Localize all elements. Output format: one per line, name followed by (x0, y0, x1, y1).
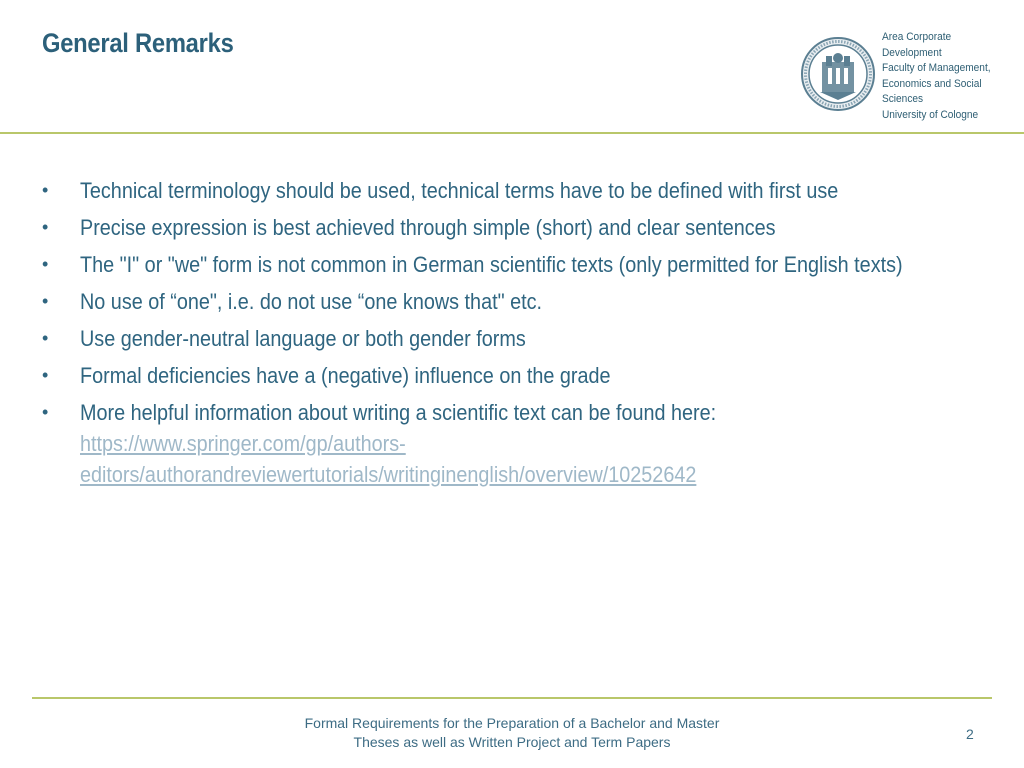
bullet-icon: • (42, 328, 49, 348)
list-item (40, 360, 1000, 391)
page-number: 2 (966, 726, 974, 742)
bullet-icon: • (42, 365, 49, 385)
springer-link-line-2[interactable]: editors/authorandreviewertutorials/writinginenglish/overview/10252642 (80, 462, 697, 487)
slide-title: General Remarks (42, 28, 234, 58)
bullet-text: Technical terminology should be used, technical terms have to be defined with first use (80, 178, 839, 203)
list-item (40, 286, 1000, 317)
bullet-text: Formal deficiencies have a (negative) influence on the grade (80, 363, 611, 388)
bullet-text: More helpful information about writing a scientific text can be found here: (80, 400, 717, 425)
bullet-text: Use gender-neutral language or both gender forms (80, 326, 526, 351)
bullet-icon: • (42, 217, 49, 237)
bullet-icon: • (42, 180, 49, 200)
bullet-text: No use of “one", i.e. do not use “one knows that" etc. (80, 289, 543, 314)
list-item (40, 249, 1000, 280)
list-item (40, 212, 1000, 243)
footer-line: Theses as well as Written Project and Term Papers (353, 734, 671, 750)
bullet-icon: • (42, 291, 49, 311)
springer-link-line-1[interactable]: https://www.springer.com/gp/authors- (80, 431, 406, 456)
affiliation-line: University of Cologne (882, 108, 979, 121)
list-item (40, 175, 1000, 206)
university-seal-icon (800, 36, 876, 112)
footer-divider (32, 697, 992, 699)
list-item (40, 323, 1000, 354)
list-item (40, 397, 1000, 490)
bullet-icon: • (42, 254, 49, 274)
affiliation-line: Economics and Social (882, 77, 982, 90)
bullet-icon: • (42, 402, 49, 422)
footer-title (262, 714, 762, 752)
bullet-text: Precise expression is best achieved through simple (short) and clear sentences (80, 215, 776, 240)
affiliation-line: Faculty of Management, (882, 62, 991, 74)
affiliation-line: Sciences (882, 93, 924, 105)
header-divider (0, 132, 1024, 134)
bullet-text: The "I" or "we" form is not common in German scientific texts (only permitted for English texts) (80, 252, 903, 277)
bullet-list (40, 175, 1000, 496)
footer-line: Formal Requirements for the Preparation of a Bachelor and Master (304, 715, 720, 731)
affiliation-line: Development (882, 46, 942, 59)
affiliation-block (882, 30, 1002, 123)
affiliation-line: Area Corporate (882, 31, 952, 43)
